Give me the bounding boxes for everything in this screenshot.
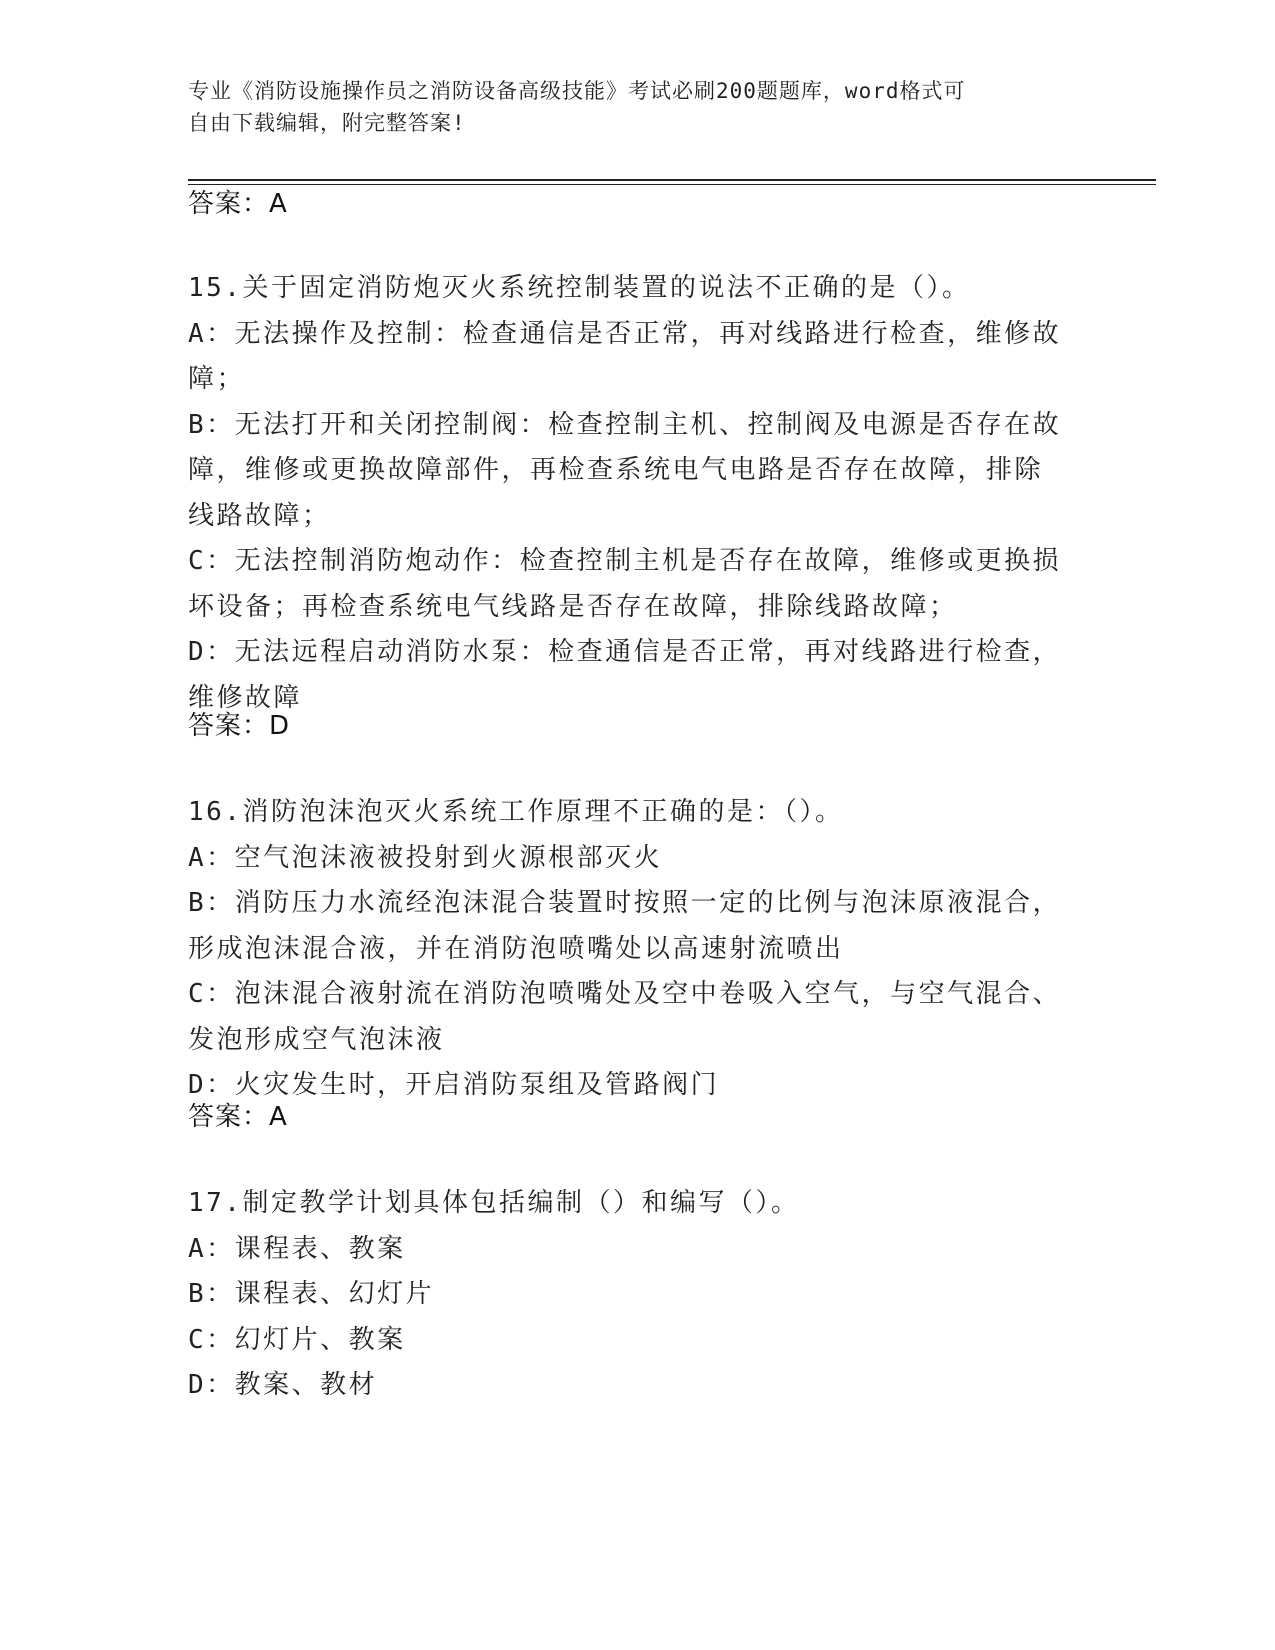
question-16	[188, 790, 1088, 1109]
option-d: D：教案、教材	[188, 1370, 378, 1400]
question-stem: 17.制定教学计划具体包括编制（）和编写（）。	[188, 1188, 800, 1218]
question-17	[188, 1181, 1088, 1409]
option-c: C：幻灯片、教案	[188, 1324, 406, 1355]
option-b-cont: 障，维修或更换故障部件，再检查系统电气电路是否存在故障，排除	[188, 455, 1044, 485]
option-d: D：火灾发生时，开启消防泵组及管路阀门	[188, 1070, 720, 1100]
header-rule-thin	[188, 184, 1156, 185]
question-15	[188, 266, 1088, 721]
answer-14: 答案：A	[188, 189, 288, 219]
answer-16: 答案：A	[188, 1102, 288, 1132]
header-line-1: 专业《消防设施操作员之消防设备高级技能》考试必刷200题题库，word格式可	[188, 79, 966, 103]
header-line-2: 自由下载编辑，附完整答案!	[188, 111, 466, 135]
option-d-cont: 维修故障	[188, 682, 303, 713]
option-c: C：泡沫混合液射流在消防泡喷嘴处及空中卷吸入空气，与空气混合、	[188, 979, 1062, 1009]
option-d: D：无法远程启动消防水泵：检查通信是否正常，再对线路进行检查，	[188, 637, 1062, 667]
option-a: A：课程表、教案	[188, 1233, 406, 1264]
option-b: B：无法打开和关闭控制阀：检查控制主机、控制阀及电源是否存在故	[188, 409, 1062, 440]
option-c-cont: 发泡形成空气泡沫液	[188, 1024, 445, 1055]
option-a: A：无法操作及控制：检查通信是否正常，再对线路进行检查，维修故	[188, 318, 1062, 349]
option-b-cont: 形成泡沫混合液，并在消防泡喷嘴处以高速射流喷出	[188, 933, 844, 964]
option-a-cont: 障；	[188, 364, 246, 394]
answer-15: 答案：D	[188, 711, 291, 741]
option-c-cont: 坏设备；再检查系统电气线路是否存在故障，排除线路故障；	[188, 591, 958, 622]
option-b: B：消防压力水流经泡沫混合装置时按照一定的比例与泡沫原液混合，	[188, 888, 1062, 918]
page-header	[188, 75, 1068, 139]
option-c: C：无法控制消防炮动作：检查控制主机是否存在故障，维修或更换损	[188, 546, 1062, 576]
option-a: A：空气泡沫液被投射到火源根部灭火	[188, 842, 663, 873]
option-b-cont: 线路故障；	[188, 500, 331, 531]
question-stem: 15.关于固定消防炮灭火系统控制装置的说法不正确的是（）。	[188, 273, 971, 303]
option-b: B：课程表、幻灯片	[188, 1279, 435, 1309]
header-rule-thick	[188, 179, 1156, 181]
question-stem: 16.消防泡沫泡灭火系统工作原理不正确的是：（）。	[188, 797, 844, 827]
